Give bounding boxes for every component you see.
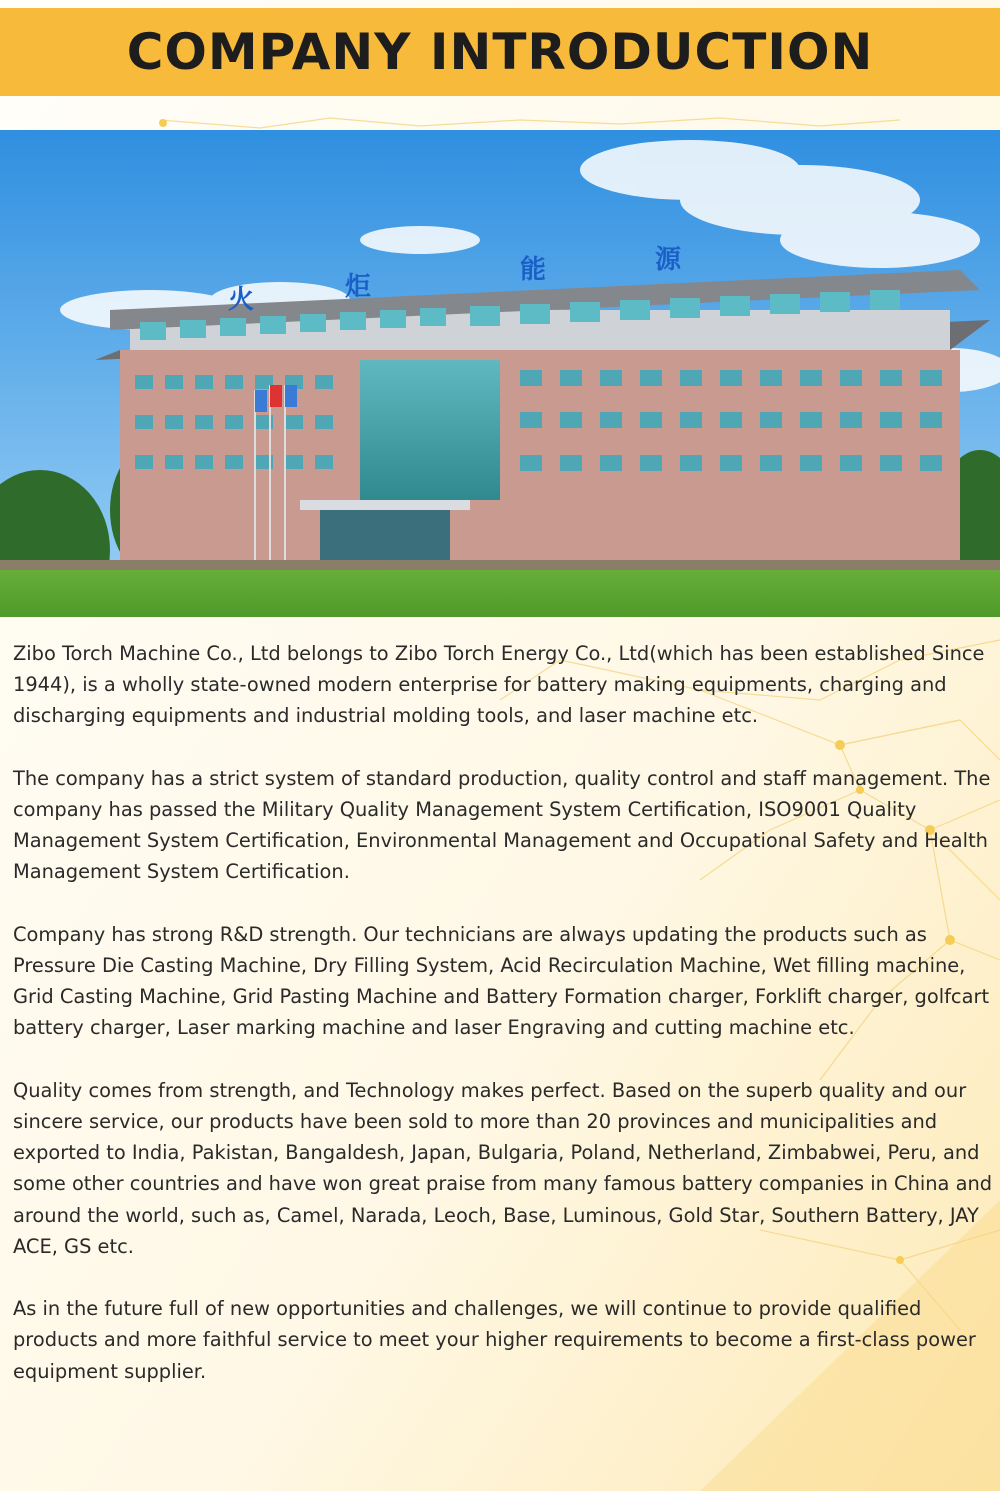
paragraph-certifications: The company has a strict system of standard production, quality control and staff management. The company has passed the Military Quality Management System Certification, ISO9001 Quality Management System Certification, Environmental Management and Occupational Safety and Health Management System Certification. [13,766,991,884]
header-band [0,8,1000,96]
paragraph-markets: Quality comes from strength, and Technology makes perfect. Based on the superb quality and our sincere service, our products have been sold to more than 20 provinces and municipalities and exported to India, Pakistan, Bangaldesh, Japan, Bulgaria, Poland, Netherland, Zimbabwei, Peru, and some other countries and have won great praise from many famous battery companies in China and around the world, such as, Camel, Narada, Leoch, Base, Luminous, Gold Star, Southern Battery, JAY ACE, GS etc. [13,1078,993,1258]
sign-char-2: 炬 [345,272,372,302]
paragraph-products: Company has strong R&D strength. Our technicians are always updating the products such as Pressure Die Casting Machine, Dry Filling System, Acid Recirculation Machine, Wet filling machine, Grid Casting Machine, Grid Pasting Machine and Battery Formation charger, Forklift charger, golfcart battery charger, Laser marking machine and laser Engraving and cutting machine etc. [13,922,990,1040]
page-title: COMPANY INTRODUCTION [126,23,874,81]
sign-char-4: 源 [655,245,682,275]
company-description [13,638,993,1418]
paragraph-future: As in the future full of new opportunities and challenges, we will continue to provide qualified products and more faithful service to meet your higher requirements to become a first-class power equipment supplier. [13,1297,976,1383]
sign-char-3: 能 [520,255,547,285]
paragraph-history: Zibo Torch Machine Co., Ltd belongs to Zibo Torch Energy Co., Ltd(which has been established Since 1944), is a wholly state-owned modern enterprise for battery making equipments, charging and discharging equipments and industrial molding tools, and laser machine etc. [13,642,985,728]
sign-char-1: 火 [228,285,255,315]
company-building-photo [0,130,1000,617]
